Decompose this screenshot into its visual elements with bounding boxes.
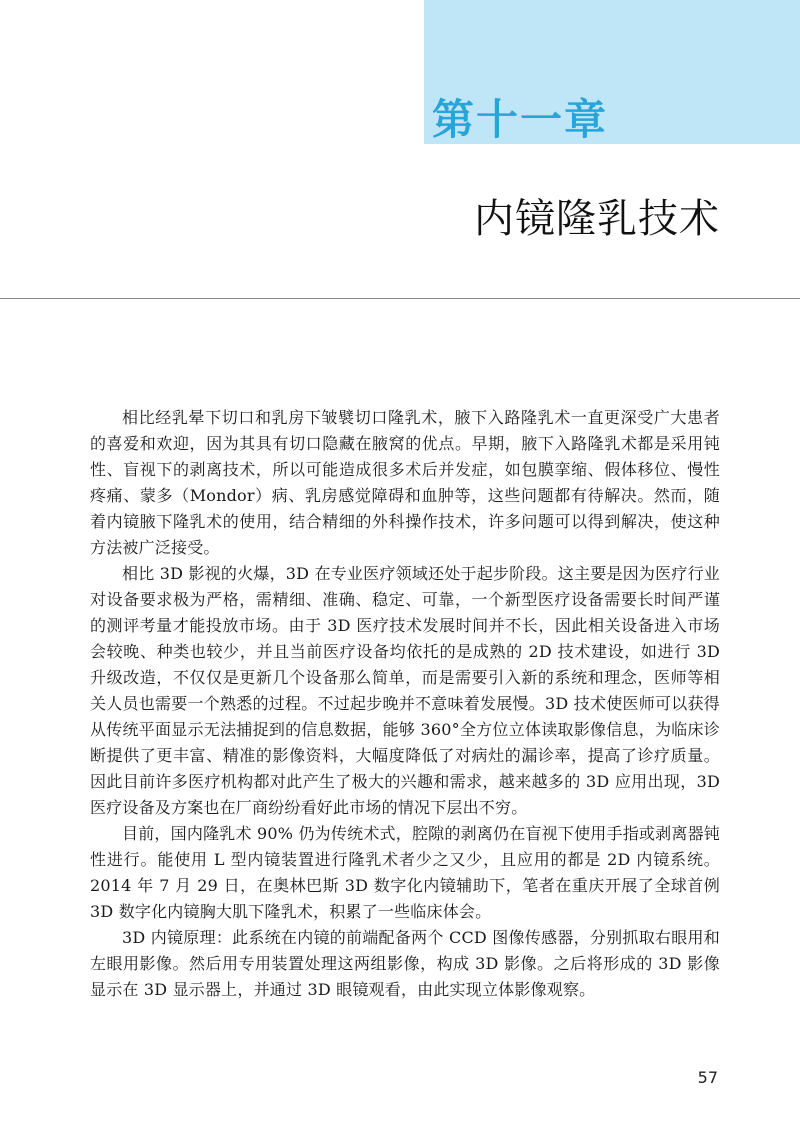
chapter-number: 第十一章 [432, 95, 609, 144]
page-number: 57 [697, 1068, 718, 1087]
header-divider [0, 298, 800, 299]
paragraph: 相比 3D 影视的火爆，3D 在专业医疗领域还处于起步阶段。这主要是因为医疗行业对设备要求极为严格，需精细、准确、稳定、可靠，一个新型医疗设备需要长时间严谨的测评考量才能投放市场。由于 3D 医疗技术发展时间并不长，因此相关设备进入市场会较晚、种类也较少，并且当前医疗设备均依托的是成熟的 2D 技术建设，如进行 3D 升级改造，不仅仅是更新几个设备那么简单，而是需要引入新的系统和理念，医师等相关人员也需要一个熟悉的过程。不过起步晚并不意味着发展慢。3D 技术使医师可以获得从传统平面显示无法捕捉到的信息数据，能够 360°全方位立体读取影像信息，为临床诊断提供了更丰富、精准的影像资料，大幅度降低了对病灶的漏诊率，提高了诊疗质量。因此目前许多医疗机构都对此产生了极大的兴趣和需求，越来越多的 3D 应用出现，3D 医疗设备及方案也在厂商纷纷看好此市场的情况下层出不穷。 [90, 564, 720, 817]
chapter-title: 内镜隆乳技术 [474, 196, 720, 242]
body-text [90, 405, 720, 1003]
paragraph: 相比经乳晕下切口和乳房下皱襞切口隆乳术，腋下入路隆乳术一直更深受广大患者的喜爱和欢迎，因为其具有切口隐藏在腋窝的优点。早期，腋下入路隆乳术都是采用钝性、盲视下的剥离技术，所以可能造成很多术后并发症，如包膜挛缩、假体移位、慢性疼痛、蒙多（Mondor）病、乳房感觉障碍和血肿等，这些问题都有待解决。然而，随着内镜腋下隆乳术的使用，结合精细的外科操作技术，许多问题可以得到解决，使这种方法被广泛接受。 [90, 408, 720, 557]
paragraph: 目前，国内隆乳术 90% 仍为传统术式，腔隙的剥离仍在盲视下使用手指或剥离器钝性进行。能使用 L 型内镜装置进行隆乳术者少之又少，且应用的都是 2D 内镜系统。2014 年 7 月 29 日，在奥林巴斯 3D 数字化内镜辅助下，笔者在重庆开展了全球首例 3D 数字化内镜胸大肌下隆乳术，积累了一些临床体会。 [90, 824, 720, 921]
paragraph: 3D 内镜原理：此系统在内镜的前端配备两个 CCD 图像传感器，分别抓取右眼用和左眼用影像。然后用专用装置处理这两组影像，构成 3D 影像。之后将形成的 3D 影像显示在 3D 显示器上，并通过 3D 眼镜观看，由此实现立体影像观察。 [90, 928, 720, 999]
